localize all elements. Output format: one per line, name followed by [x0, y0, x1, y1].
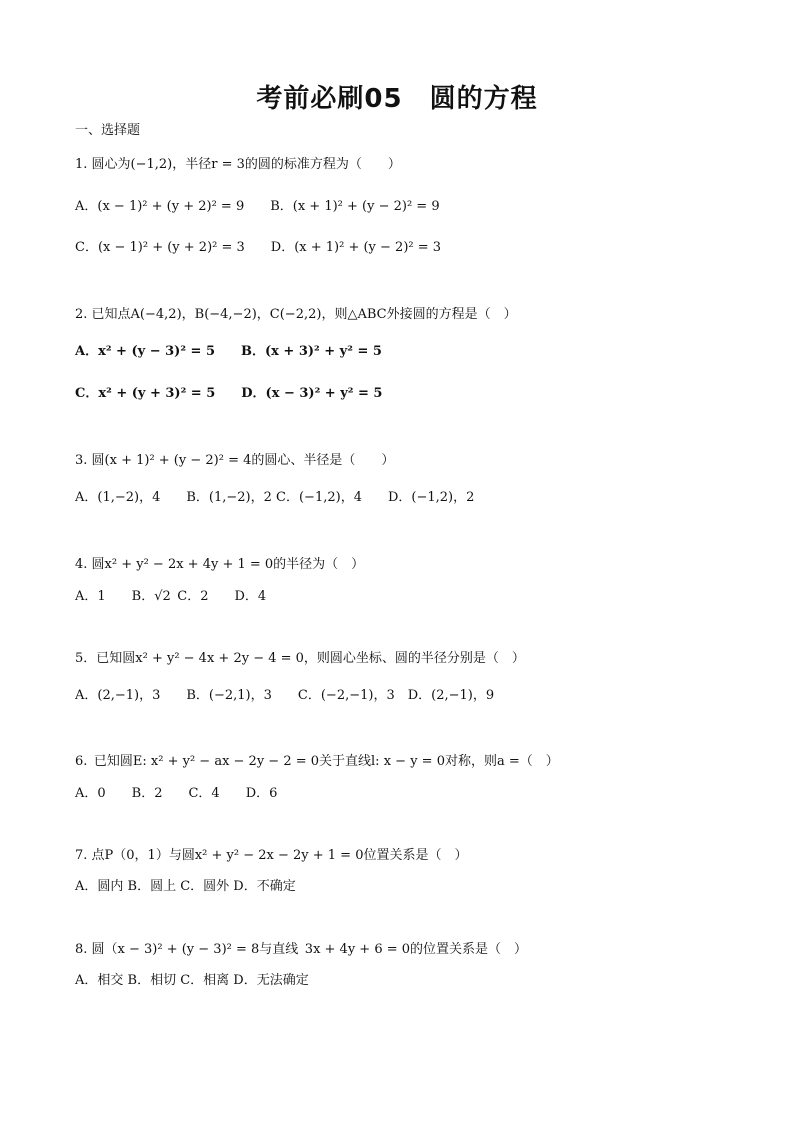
question-7-options-row-1: A．圆内 B．圆上 C．圆外 D．不确定: [75, 879, 296, 894]
question-4-stem: 4. 圆x² + y² − 2x + 4y + 1 = 0的半径为（ ）: [75, 557, 365, 572]
question-1-options-row-2: C．(x − 1)² + (y + 2)² = 3 D．(x + 1)² + (y − 2)² = 3: [75, 240, 442, 255]
question-6-stem: 6. 已知圆E: x² + y² − ax − 2y − 2 = 0关于直线l: x − y = 0对称，则a =（ ）: [75, 754, 559, 769]
question-2-options-row-1: A．x² + (y − 3)² = 5 B．(x + 3)² + y² = 5: [75, 344, 382, 359]
question-5-stem: 5．已知圆x² + y² − 4x + 2y − 4 = 0，则圆心坐标、圆的半径分别是（ ）: [75, 651, 525, 666]
section-heading: 一、选择题: [75, 123, 141, 138]
question-8-stem: 8. 圆（x − 3)² + (y − 3)² = 8与直线 3x + 4y + 6 = 0的位置关系是（ ）: [75, 942, 528, 957]
question-1-options-row-1: A．(x − 1)² + (y + 2)² = 9 B．(x + 1)² + (y − 2)² = 9: [75, 199, 440, 214]
question-6-options-row-1: A．0 B．2 C．4 D．6: [75, 786, 278, 801]
question-7-stem: 7. 点P（0，1）与圆x² + y² − 2x − 2y + 1 = 0位置关系是（ ）: [75, 848, 468, 863]
page-title: 考前必刷05 圆的方程: [256, 84, 538, 114]
question-2-stem: 2. 已知点A(−4,2)，B(−4,−2)，C(−2,2)，则△ABC外接圆的方程是（ ）: [75, 307, 517, 322]
question-5-options-row-1: A．(2,−1)，3 B．(−2,1)，3 C．(−2,−1)，3 D．(2,−1)，9: [75, 688, 495, 703]
question-1-stem: 1. 圆心为(−1,2)，半径r = 3的圆的标准方程为（ ）: [75, 157, 401, 172]
question-3-stem: 3. 圆(x + 1)² + (y − 2)² = 4的圆心、半径是（ ）: [75, 453, 395, 468]
question-8-options-row-1: A．相交 B．相切 C．相离 D．无法确定: [75, 973, 309, 988]
question-4-options-row-1: A．1 B．√2 C．2 D．4: [75, 589, 267, 604]
question-2-options-row-2: C．x² + (y + 3)² = 5 D．(x − 3)² + y² = 5: [75, 386, 383, 401]
question-3-options-row-1: A．(1,−2)，4 B．(1,−2)，2 C．(−1,2)，4 D．(−1,2)，2: [75, 490, 475, 505]
